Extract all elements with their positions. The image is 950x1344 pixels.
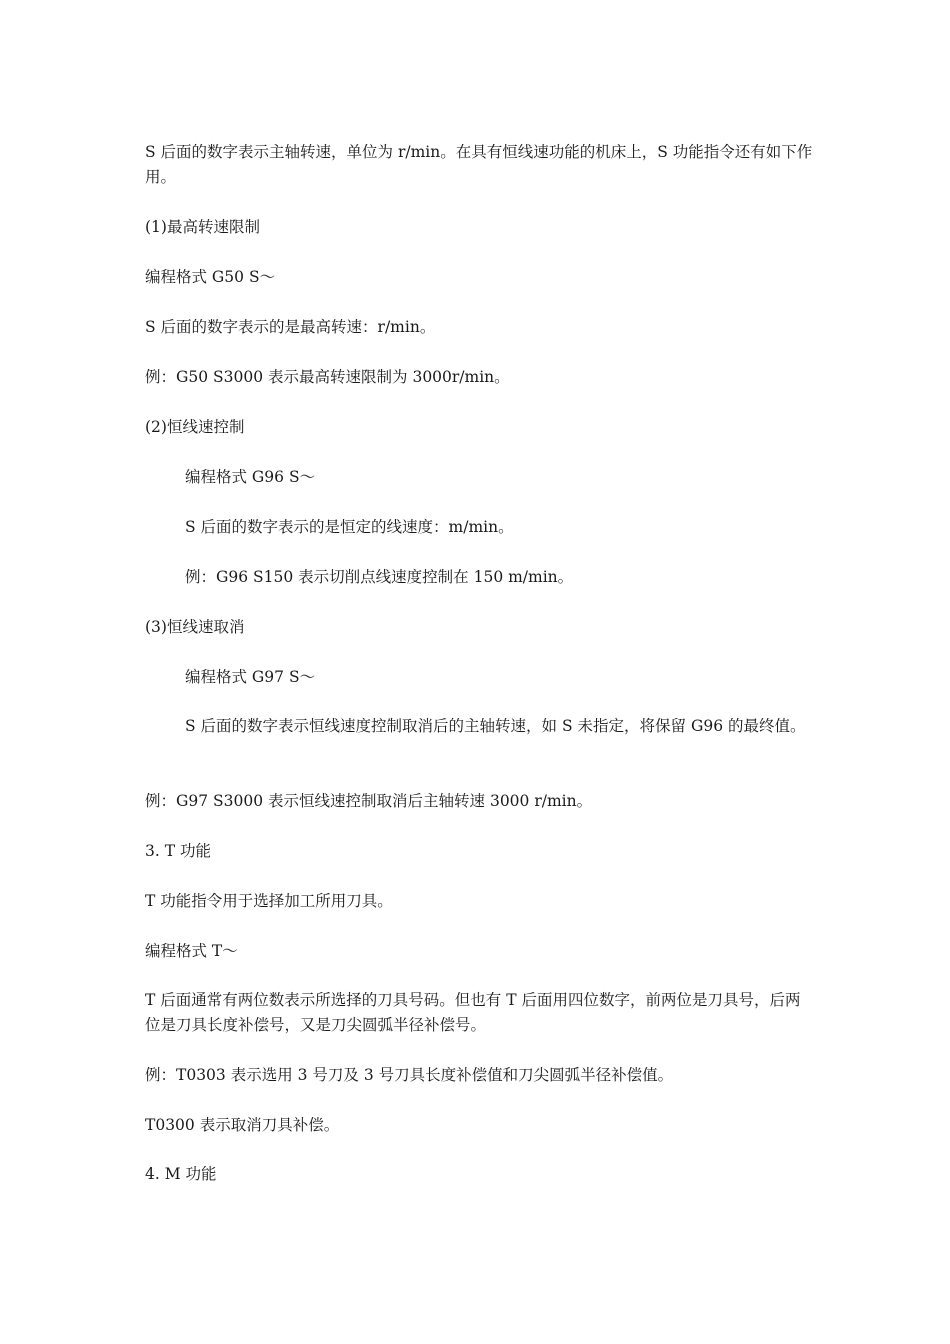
paragraph-g50-format: 编程格式 G50 S～ <box>145 268 276 286</box>
heading-t-function: 3. T 功能 <box>145 842 211 860</box>
heading-m-function: 4. M 功能 <box>145 1165 217 1183</box>
heading-constant-speed-cancel: (3)恒线速取消 <box>145 618 245 636</box>
paragraph-g96-format: 编程格式 G96 S～ <box>185 468 316 486</box>
heading-constant-surface-speed: (2)恒线速控制 <box>145 418 245 436</box>
paragraph-g50-description: S 后面的数字表示的是最高转速：r/min。 <box>145 318 436 336</box>
paragraph-g97-format: 编程格式 G97 S～ <box>185 668 316 686</box>
paragraph-t0303-example: 例：T0303 表示选用 3 号刀及 3 号刀具长度补偿值和刀尖圆弧半径补偿值。 <box>145 1066 674 1084</box>
paragraph-g97-description: S 后面的数字表示恒线速度控制取消后的主轴转速，如 S 未指定，将保留 G96 的最终值。 <box>185 717 806 735</box>
paragraph-t-format: 编程格式 T～ <box>145 942 238 960</box>
paragraph-g96-description: S 后面的数字表示的是恒定的线速度：m/min。 <box>185 518 514 536</box>
paragraph-t-description: T 后面通常有两位数表示所选择的刀具号码。但也有 T 后面用四位数字，前两位是刀具号，后两位是刀具长度补偿号，又是刀尖圆弧半径补偿号。 <box>145 991 801 1034</box>
paragraph-t0300-example: T0300 表示取消刀具补偿。 <box>145 1116 340 1134</box>
heading-max-speed-limit: (1)最高转速限制 <box>145 218 260 236</box>
paragraph-g50-example: 例：G50 S3000 表示最高转速限制为 3000r/min。 <box>145 368 510 386</box>
paragraph-t-function-intro: T 功能指令用于选择加工所用刀具。 <box>145 892 393 910</box>
paragraph-s-function-intro: S 后面的数字表示主轴转速，单位为 r/min。在具有恒线速功能的机床上，S 功能指令还有如下作用。 <box>145 143 813 186</box>
paragraph-g96-example: 例：G96 S150 表示切削点线速度控制在 150 m/min。 <box>185 568 574 586</box>
paragraph-g97-example: 例：G97 S3000 表示恒线速控制取消后主轴转速 3000 r/min。 <box>145 792 593 810</box>
